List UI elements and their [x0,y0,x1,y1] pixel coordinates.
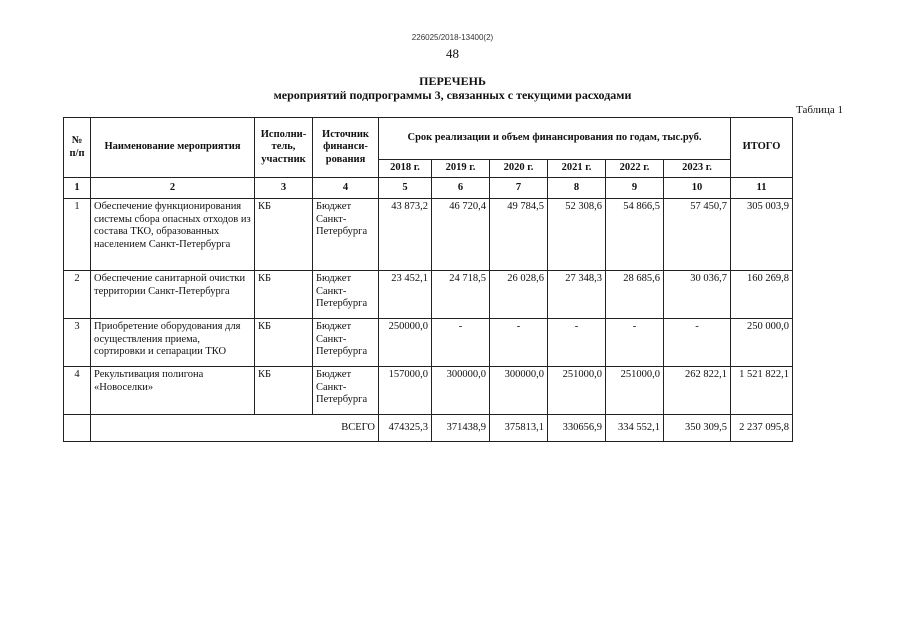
row-name: Обеспечение функционирования системы сбора опасных отходов из состава ТКО, образованных населением Санкт-Петербурга [91,199,255,271]
row-source: Бюджет Санкт-Петербурга [313,367,379,415]
row-value: 26 028,6 [490,271,548,319]
page-number: 48 [446,46,459,61]
header-executor: Исполни- тель, участник [255,118,313,178]
row-total: 1 521 822,1 [731,367,793,415]
header-year: 2020 г. [490,160,548,178]
row-executor: КБ [255,319,313,367]
row-executor: КБ [255,367,313,415]
row-value: 251000,0 [548,367,606,415]
row-source: Бюджет Санкт-Петербурга [313,271,379,319]
column-number: 7 [490,178,548,199]
page-title: ПЕРЕЧЕНЬ [419,74,486,88]
header-name: Наименование мероприятия [91,118,255,178]
row-num: 1 [64,199,91,271]
total-value: 474325,3 [379,415,432,442]
row-source: Бюджет Санкт-Петербурга [313,199,379,271]
column-number: 8 [548,178,606,199]
table-row [64,367,793,415]
row-executor: КБ [255,199,313,271]
header-period: Срок реализации и объем финансирования по годам, тыс.руб. [379,118,731,160]
column-number: 1 [64,178,91,199]
row-total: 160 269,8 [731,271,793,319]
row-source: Бюджет Санкт-Петербурга [313,319,379,367]
row-value: 300000,0 [490,367,548,415]
column-number: 2 [91,178,255,199]
column-number: 11 [731,178,793,199]
row-value: 43 873,2 [379,199,432,271]
row-name: Обеспечение санитарной очистки территории Санкт-Петербурга [91,271,255,319]
activities-table [63,117,793,442]
total-value: 371438,9 [432,415,490,442]
column-number: 6 [432,178,490,199]
row-value: 250000,0 [379,319,432,367]
column-number: 5 [379,178,432,199]
document-number: 226025/2018-13400(2) [411,33,494,42]
row-value: - [664,319,731,367]
row-name: Приобретение оборудования для осуществления приема, сортировки и сепарации ТКО [91,319,255,367]
column-number: 10 [664,178,731,199]
total-row [64,415,793,442]
total-label: ВСЕГО [91,415,379,442]
total-value: 350 309,5 [664,415,731,442]
row-value: 251000,0 [606,367,664,415]
row-value: 28 685,6 [606,271,664,319]
header-year: 2022 г. [606,160,664,178]
row-value: 54 866,5 [606,199,664,271]
total-value: 334 552,1 [606,415,664,442]
column-number: 9 [606,178,664,199]
header-num: № п/п [64,118,91,178]
row-value: - [606,319,664,367]
row-total: 250 000,0 [731,319,793,367]
row-value: 27 348,3 [548,271,606,319]
row-value: 262 822,1 [664,367,731,415]
row-executor: КБ [255,271,313,319]
row-value: 52 308,6 [548,199,606,271]
row-value: - [432,319,490,367]
table-label: Таблица 1 [796,104,844,116]
total-empty-cell [64,415,91,442]
row-value: 24 718,5 [432,271,490,319]
row-value: 157000,0 [379,367,432,415]
row-value: - [490,319,548,367]
table-row [64,199,793,271]
table-row [64,319,793,367]
header-year: 2021 г. [548,160,606,178]
column-number-row [64,178,793,199]
table-row [64,271,793,319]
column-number: 3 [255,178,313,199]
header-total: ИТОГО [731,118,793,178]
row-value: - [548,319,606,367]
header-year: 2019 г. [432,160,490,178]
row-value: 49 784,5 [490,199,548,271]
column-number: 4 [313,178,379,199]
row-total: 305 003,9 [731,199,793,271]
row-num: 2 [64,271,91,319]
row-value: 30 036,7 [664,271,731,319]
total-value: 330656,9 [548,415,606,442]
total-value: 375813,1 [490,415,548,442]
row-value: 46 720,4 [432,199,490,271]
grand-total: 2 237 095,8 [731,415,793,442]
row-name: Рекультивация полигона «Новоселки» [91,367,255,415]
header-source: Источник финанси- рования [313,118,379,178]
row-value: 300000,0 [432,367,490,415]
header-year: 2018 г. [379,160,432,178]
row-value: 57 450,7 [664,199,731,271]
row-value: 23 452,1 [379,271,432,319]
row-num: 3 [64,319,91,367]
header-year: 2023 г. [664,160,731,178]
page-subtitle: мероприятий подпрограммы 3, связанных с текущими расходами [273,88,632,102]
row-num: 4 [64,367,91,415]
